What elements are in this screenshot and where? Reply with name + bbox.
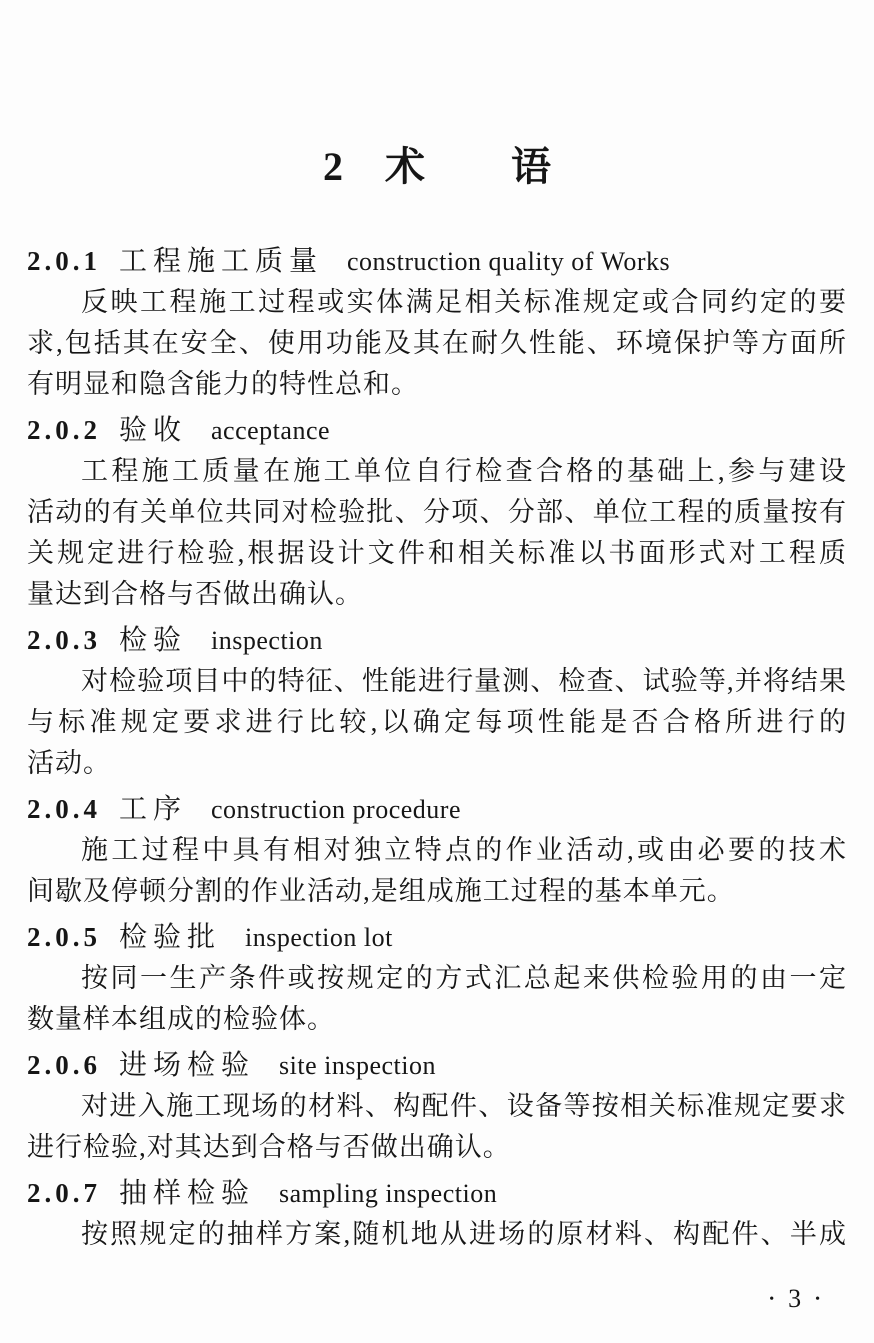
section-heading <box>27 241 847 282</box>
page-number-value: 3 <box>788 1284 802 1313</box>
term-chinese: 工程施工质量 <box>119 246 324 277</box>
paragraph-line: 与标准规定要求进行比较,以确定每项性能是否合格所进行的 <box>27 707 847 737</box>
term-english: construction procedure <box>211 795 461 824</box>
section-2-0-6 <box>27 1045 847 1168</box>
term-english: construction quality of Works <box>347 247 671 276</box>
definition-paragraph <box>27 661 847 784</box>
section-number: 2.0.6 <box>27 1050 101 1080</box>
section-2-0-2 <box>27 410 847 615</box>
paragraph-line: 对进入施工现场的材料、构配件、设备等按相关标准规定要求 <box>81 1091 847 1121</box>
page-number <box>769 1284 820 1315</box>
section-2-0-7 <box>27 1173 847 1255</box>
term-chinese: 进场检验 <box>119 1050 256 1081</box>
section-2-0-3 <box>27 620 847 784</box>
term-english: sampling inspection <box>279 1179 498 1208</box>
paragraph-line: 施工过程中具有相对独立特点的作业活动,或由必要的技术 <box>81 835 847 865</box>
paragraph-line: 量达到合格与否做出确认。 <box>27 579 363 609</box>
section-number: 2.0.7 <box>27 1178 101 1208</box>
section-2-0-1 <box>27 241 847 405</box>
paragraph-line: 按同一生产条件或按规定的方式汇总起来供检验用的由一定 <box>81 963 847 993</box>
definition-paragraph <box>27 958 847 1040</box>
definition-paragraph <box>27 451 847 615</box>
section-number: 2.0.3 <box>27 625 101 655</box>
definition-paragraph <box>27 830 847 912</box>
chapter-title-char-2: 语 <box>511 144 551 189</box>
chapter-title <box>0 143 874 191</box>
definition-paragraph <box>27 282 847 405</box>
term-chinese: 检验 <box>119 625 188 656</box>
paragraph-line: 对检验项目中的特征、性能进行量测、检查、试验等,并将结果 <box>81 666 847 696</box>
paragraph-line: 进行检验,对其达到合格与否做出确认。 <box>27 1132 511 1162</box>
paragraph-line: 工程施工质量在施工单位自行检查合格的基础上,参与建设 <box>81 456 847 486</box>
paragraph-line: 按照规定的抽样方案,随机地从进场的原材料、构配件、半成 <box>81 1219 847 1249</box>
term-english: inspection lot <box>245 923 393 952</box>
section-number: 2.0.4 <box>27 794 101 824</box>
term-chinese: 检验批 <box>119 922 222 953</box>
term-english: site inspection <box>279 1051 436 1080</box>
page-number-left-dot: • <box>769 1292 775 1307</box>
section-number: 2.0.5 <box>27 922 101 952</box>
section-heading <box>27 410 847 451</box>
term-english: acceptance <box>211 416 331 445</box>
paragraph-line: 活动的有关单位共同对检验批、分项、分部、单位工程的质量按有 <box>27 497 847 527</box>
chapter-title-char-1: 术 <box>385 144 425 189</box>
section-heading <box>27 1173 847 1214</box>
terminology-list <box>27 241 847 1255</box>
section-number: 2.0.2 <box>27 415 101 445</box>
paragraph-line: 活动。 <box>27 748 111 778</box>
section-heading <box>27 917 847 958</box>
section-2-0-5 <box>27 917 847 1040</box>
section-heading <box>27 620 847 661</box>
section-heading <box>27 789 847 830</box>
section-2-0-4 <box>27 789 847 912</box>
page-number-right-dot: • <box>815 1292 820 1307</box>
paragraph-line: 关规定进行检验,根据设计文件和相关标准以书面形式对工程质 <box>27 538 847 568</box>
paragraph-line: 数量样本组成的检验体。 <box>27 1004 335 1034</box>
paragraph-line: 间歇及停顿分割的作业活动,是组成施工过程的基本单元。 <box>27 876 735 906</box>
term-chinese: 工序 <box>119 794 188 825</box>
section-number: 2.0.1 <box>27 246 101 276</box>
term-chinese: 验收 <box>119 415 188 446</box>
definition-paragraph <box>27 1214 847 1255</box>
paragraph-line: 反映工程施工过程或实体满足相关标准规定或合同约定的要 <box>81 287 847 317</box>
term-english: inspection <box>211 626 323 655</box>
definition-paragraph <box>27 1086 847 1168</box>
section-heading <box>27 1045 847 1086</box>
paragraph-line: 求,包括其在安全、使用功能及其在耐久性能、环境保护等方面所 <box>27 328 847 358</box>
chapter-number: 2 <box>323 144 343 189</box>
term-chinese: 抽样检验 <box>119 1178 256 1209</box>
paragraph-line: 有明显和隐含能力的特性总和。 <box>27 369 419 399</box>
